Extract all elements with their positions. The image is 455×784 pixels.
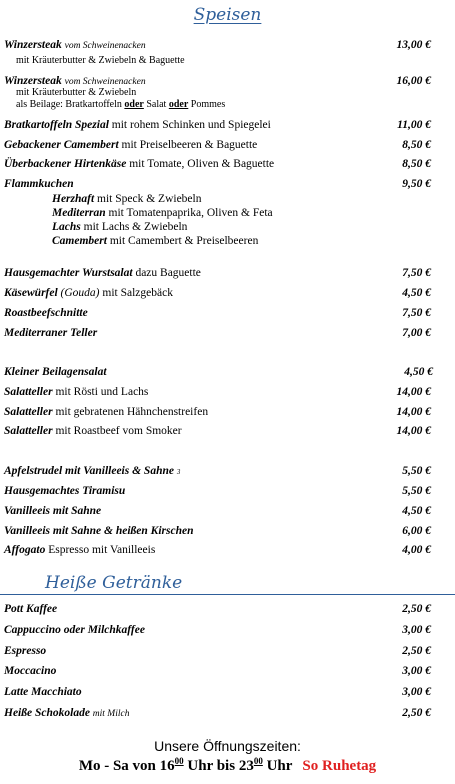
menu-item: Vanilleeis mit Sahne & heißen Kirschen bbox=[4, 525, 194, 537]
menu-item-variant: Lachs mit Lachs & Zwiebeln bbox=[52, 221, 188, 233]
drink-item-price: 2,50 € bbox=[402, 707, 431, 719]
menu-item-price: 14,00 € bbox=[396, 406, 431, 418]
menu-item: Winzersteak vom Schweinenacken bbox=[4, 75, 146, 87]
drink-item: Moccacino bbox=[4, 665, 57, 677]
menu-item-price: 8,50 € bbox=[402, 158, 431, 170]
menu-item-price: 11,00 € bbox=[397, 119, 431, 131]
drink-item-price: 2,50 € bbox=[402, 603, 431, 615]
menu-item: Hausgemachtes Tiramisu bbox=[4, 485, 126, 497]
menu-item: Bratkartoffeln Spezial mit rohem Schinken und Spiegelei bbox=[4, 119, 271, 131]
menu-item-variant: Mediterran mit Tomatenpaprika, Oliven & Feta bbox=[52, 207, 273, 219]
menu-item-price: 7,50 € bbox=[402, 307, 431, 319]
menu-item-price: 14,00 € bbox=[396, 425, 431, 437]
section-divider bbox=[0, 594, 455, 595]
menu-item: Käsewürfel (Gouda) mit Salzgebäck bbox=[4, 287, 173, 299]
menu-item: Roastbeefschnitte bbox=[4, 307, 88, 319]
menu-item-price: 4,00 € bbox=[402, 544, 431, 556]
menu-item-price: 8,50 € bbox=[402, 139, 431, 151]
menu-item-side-dish: als Beilage: Bratkartoffeln oder Salat oder Pommes bbox=[16, 99, 226, 110]
menu-item: Überbackener Hirtenkäse mit Tomate, Oliven & Baguette bbox=[4, 158, 275, 170]
section-title-getraenke: Heiße Getränke bbox=[45, 573, 183, 593]
menu-item-description: mit Kräuterbutter & Zwiebeln & Baguette bbox=[16, 55, 185, 66]
drink-item-price: 3,00 € bbox=[402, 624, 431, 636]
section-title-speisen: Speisen bbox=[193, 5, 262, 25]
menu-item: Kleiner Beilagensalat bbox=[4, 366, 107, 378]
menu-item-price: 9,50 € bbox=[402, 178, 431, 190]
menu-item-price: 16,00 € bbox=[396, 75, 431, 87]
drink-item: Pott Kaffee bbox=[4, 603, 58, 615]
drink-item-price: 2,50 € bbox=[402, 645, 431, 657]
menu-item: Winzersteak vom Schweinenacken bbox=[4, 39, 146, 51]
menu-item: Apfelstrudel mit Vanilleeis & Sahne 3 bbox=[4, 465, 181, 477]
drink-item: Heiße Schokolade mit Milch bbox=[4, 707, 130, 719]
drink-item-price: 3,00 € bbox=[402, 665, 431, 677]
menu-item-price: 4,50 € bbox=[404, 366, 433, 378]
menu-item: Flammkuchen bbox=[4, 178, 74, 190]
menu-item-price: 5,50 € bbox=[402, 485, 431, 497]
drink-item: Cappuccino oder Milchkaffee bbox=[4, 624, 145, 636]
drink-item: Latte Macchiato bbox=[4, 686, 82, 698]
menu-item-price: 7,50 € bbox=[402, 267, 431, 279]
opening-hours: Mo - Sa von $16^{00}$ Uhr bis $23^{00}$ Uhr So Ruhetag bbox=[78, 756, 377, 774]
menu-item-price: 6,00 € bbox=[402, 525, 431, 537]
closed-day: So Ruhetag bbox=[302, 758, 377, 774]
menu-item-price: 4,50 € bbox=[402, 287, 431, 299]
menu-item-variant: Herzhaft mit Speck & Zwiebeln bbox=[52, 193, 202, 205]
menu-item-price: 7,00 € bbox=[402, 327, 431, 339]
menu-item: Mediterraner Teller bbox=[4, 327, 98, 339]
menu-item-price: 14,00 € bbox=[396, 386, 431, 398]
menu-item-description: mit Kräuterbutter & Zwiebeln bbox=[16, 87, 137, 98]
menu-item-price: 5,50 € bbox=[402, 465, 431, 477]
menu-item-price: 13,00 € bbox=[396, 39, 431, 51]
drink-item: Espresso bbox=[4, 645, 47, 657]
menu-item: Affogato Espresso mit Vanilleeis bbox=[4, 544, 156, 556]
menu-item-price: 4,50 € bbox=[402, 505, 431, 517]
menu-item: Salatteller mit Rösti und Lachs bbox=[4, 386, 149, 398]
menu-item: Hausgemachter Wurstsalat dazu Baguette bbox=[4, 267, 201, 279]
opening-hours-title: Unsere Öffnungszeiten: bbox=[154, 738, 301, 754]
menu-item: Vanilleeis mit Sahne bbox=[4, 505, 102, 517]
menu-item: Salatteller mit Roastbeef vom Smoker bbox=[4, 425, 182, 437]
menu-item-variant: Camembert mit Camembert & Preiselbeeren bbox=[52, 235, 259, 247]
menu-item: Gebackener Camembert mit Preiselbeeren & Baguette bbox=[4, 139, 258, 151]
drink-item-price: 3,00 € bbox=[402, 686, 431, 698]
menu-item: Salatteller mit gebratenen Hähnchenstreifen bbox=[4, 406, 209, 418]
